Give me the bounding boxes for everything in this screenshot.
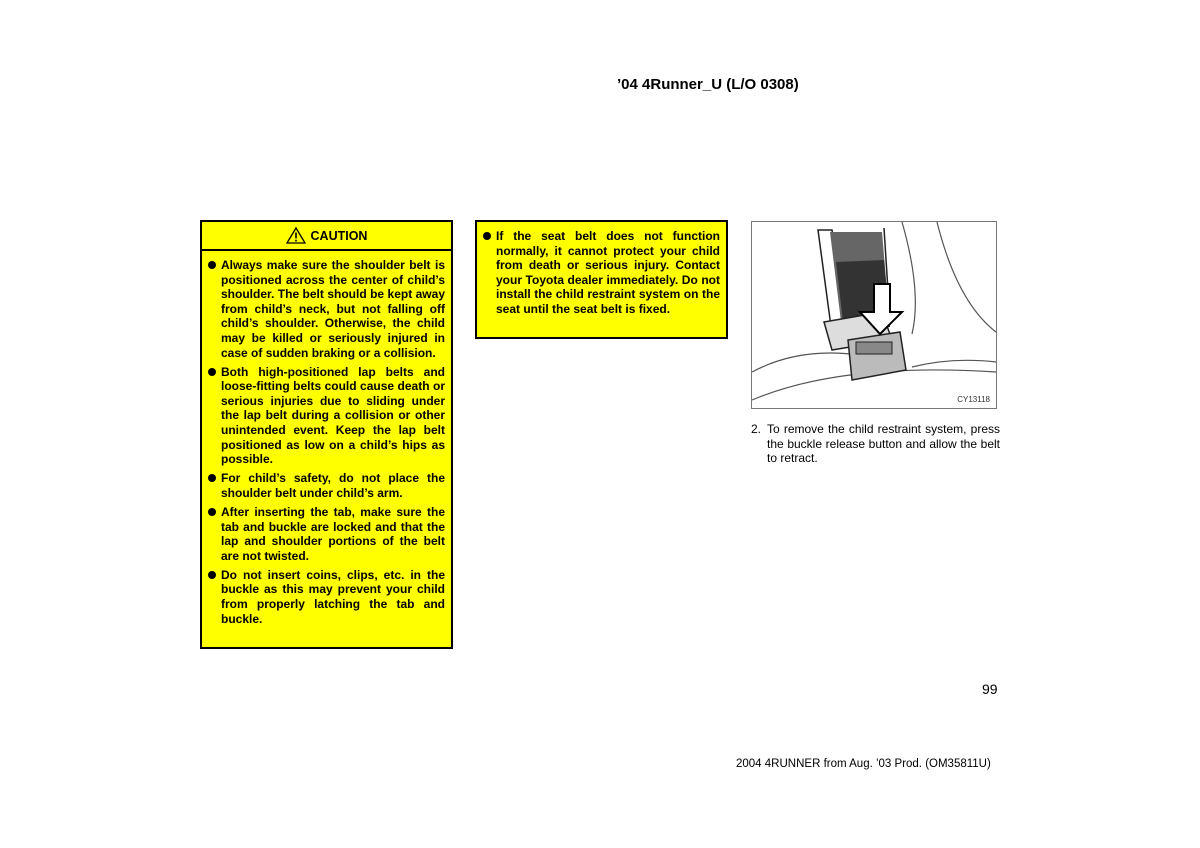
document-header: ’04 4Runner_U (L/O 0308) — [617, 76, 799, 93]
caution-box — [200, 220, 453, 649]
step-number: 2. — [751, 422, 762, 436]
caution-label: CAUTION — [310, 228, 368, 243]
bullet-icon — [483, 232, 491, 240]
warning-triangle-icon — [286, 227, 306, 244]
caution-item: For child’s safety, do not place the shoulder belt under child’s arm. — [208, 471, 445, 500]
bullet-icon — [208, 368, 216, 376]
caution-item: Always make sure the shoulder belt is positioned across the center of child’s shoulder. The belt should be kept away from child’s neck, but not falling off child’s shoulder. Otherwise, the child may be killed or seriously injured in case of sudden braking or a collision. — [208, 258, 445, 360]
caution-item: Both high-positioned lap belts and loose-fitting belts could cause death or serious injuries due to sliding under the lap belt during a collision or other unintended event. Keep the lap belt positioned as low on a child’s hips as possible. — [208, 365, 445, 467]
caution-item: If the seat belt does not function normally, it cannot protect your child from death or serious injury. Contact your Toyota dealer immediately. Do not install the child restraint system on the seat until the seat belt is fixed. — [483, 229, 720, 317]
caution-continued-box — [475, 220, 728, 339]
page-number: 99 — [982, 681, 998, 697]
figure-code: CY13118 — [957, 395, 990, 404]
bullet-icon — [208, 261, 216, 269]
instruction-step — [751, 422, 1000, 466]
caution-heading — [202, 222, 451, 251]
step-text: To remove the child restraint system, press the buckle release button and allow the belt to retract. — [767, 422, 1000, 466]
seat-belt-illustration — [751, 221, 997, 409]
bullet-icon — [208, 508, 216, 516]
caution-item: After inserting the tab, make sure the tab and buckle are locked and that the lap and shoulder portions of the belt are not twisted. — [208, 505, 445, 563]
buckle-illustration — [752, 222, 996, 408]
bullet-icon — [208, 474, 216, 482]
caution-item: Do not insert coins, clips, etc. in the buckle as this may prevent your child from properly latching the tab and buckle. — [208, 568, 445, 626]
document-footer: 2004 4RUNNER from Aug. ’03 Prod. (OM35811U) — [736, 758, 991, 770]
bullet-icon — [208, 571, 216, 579]
